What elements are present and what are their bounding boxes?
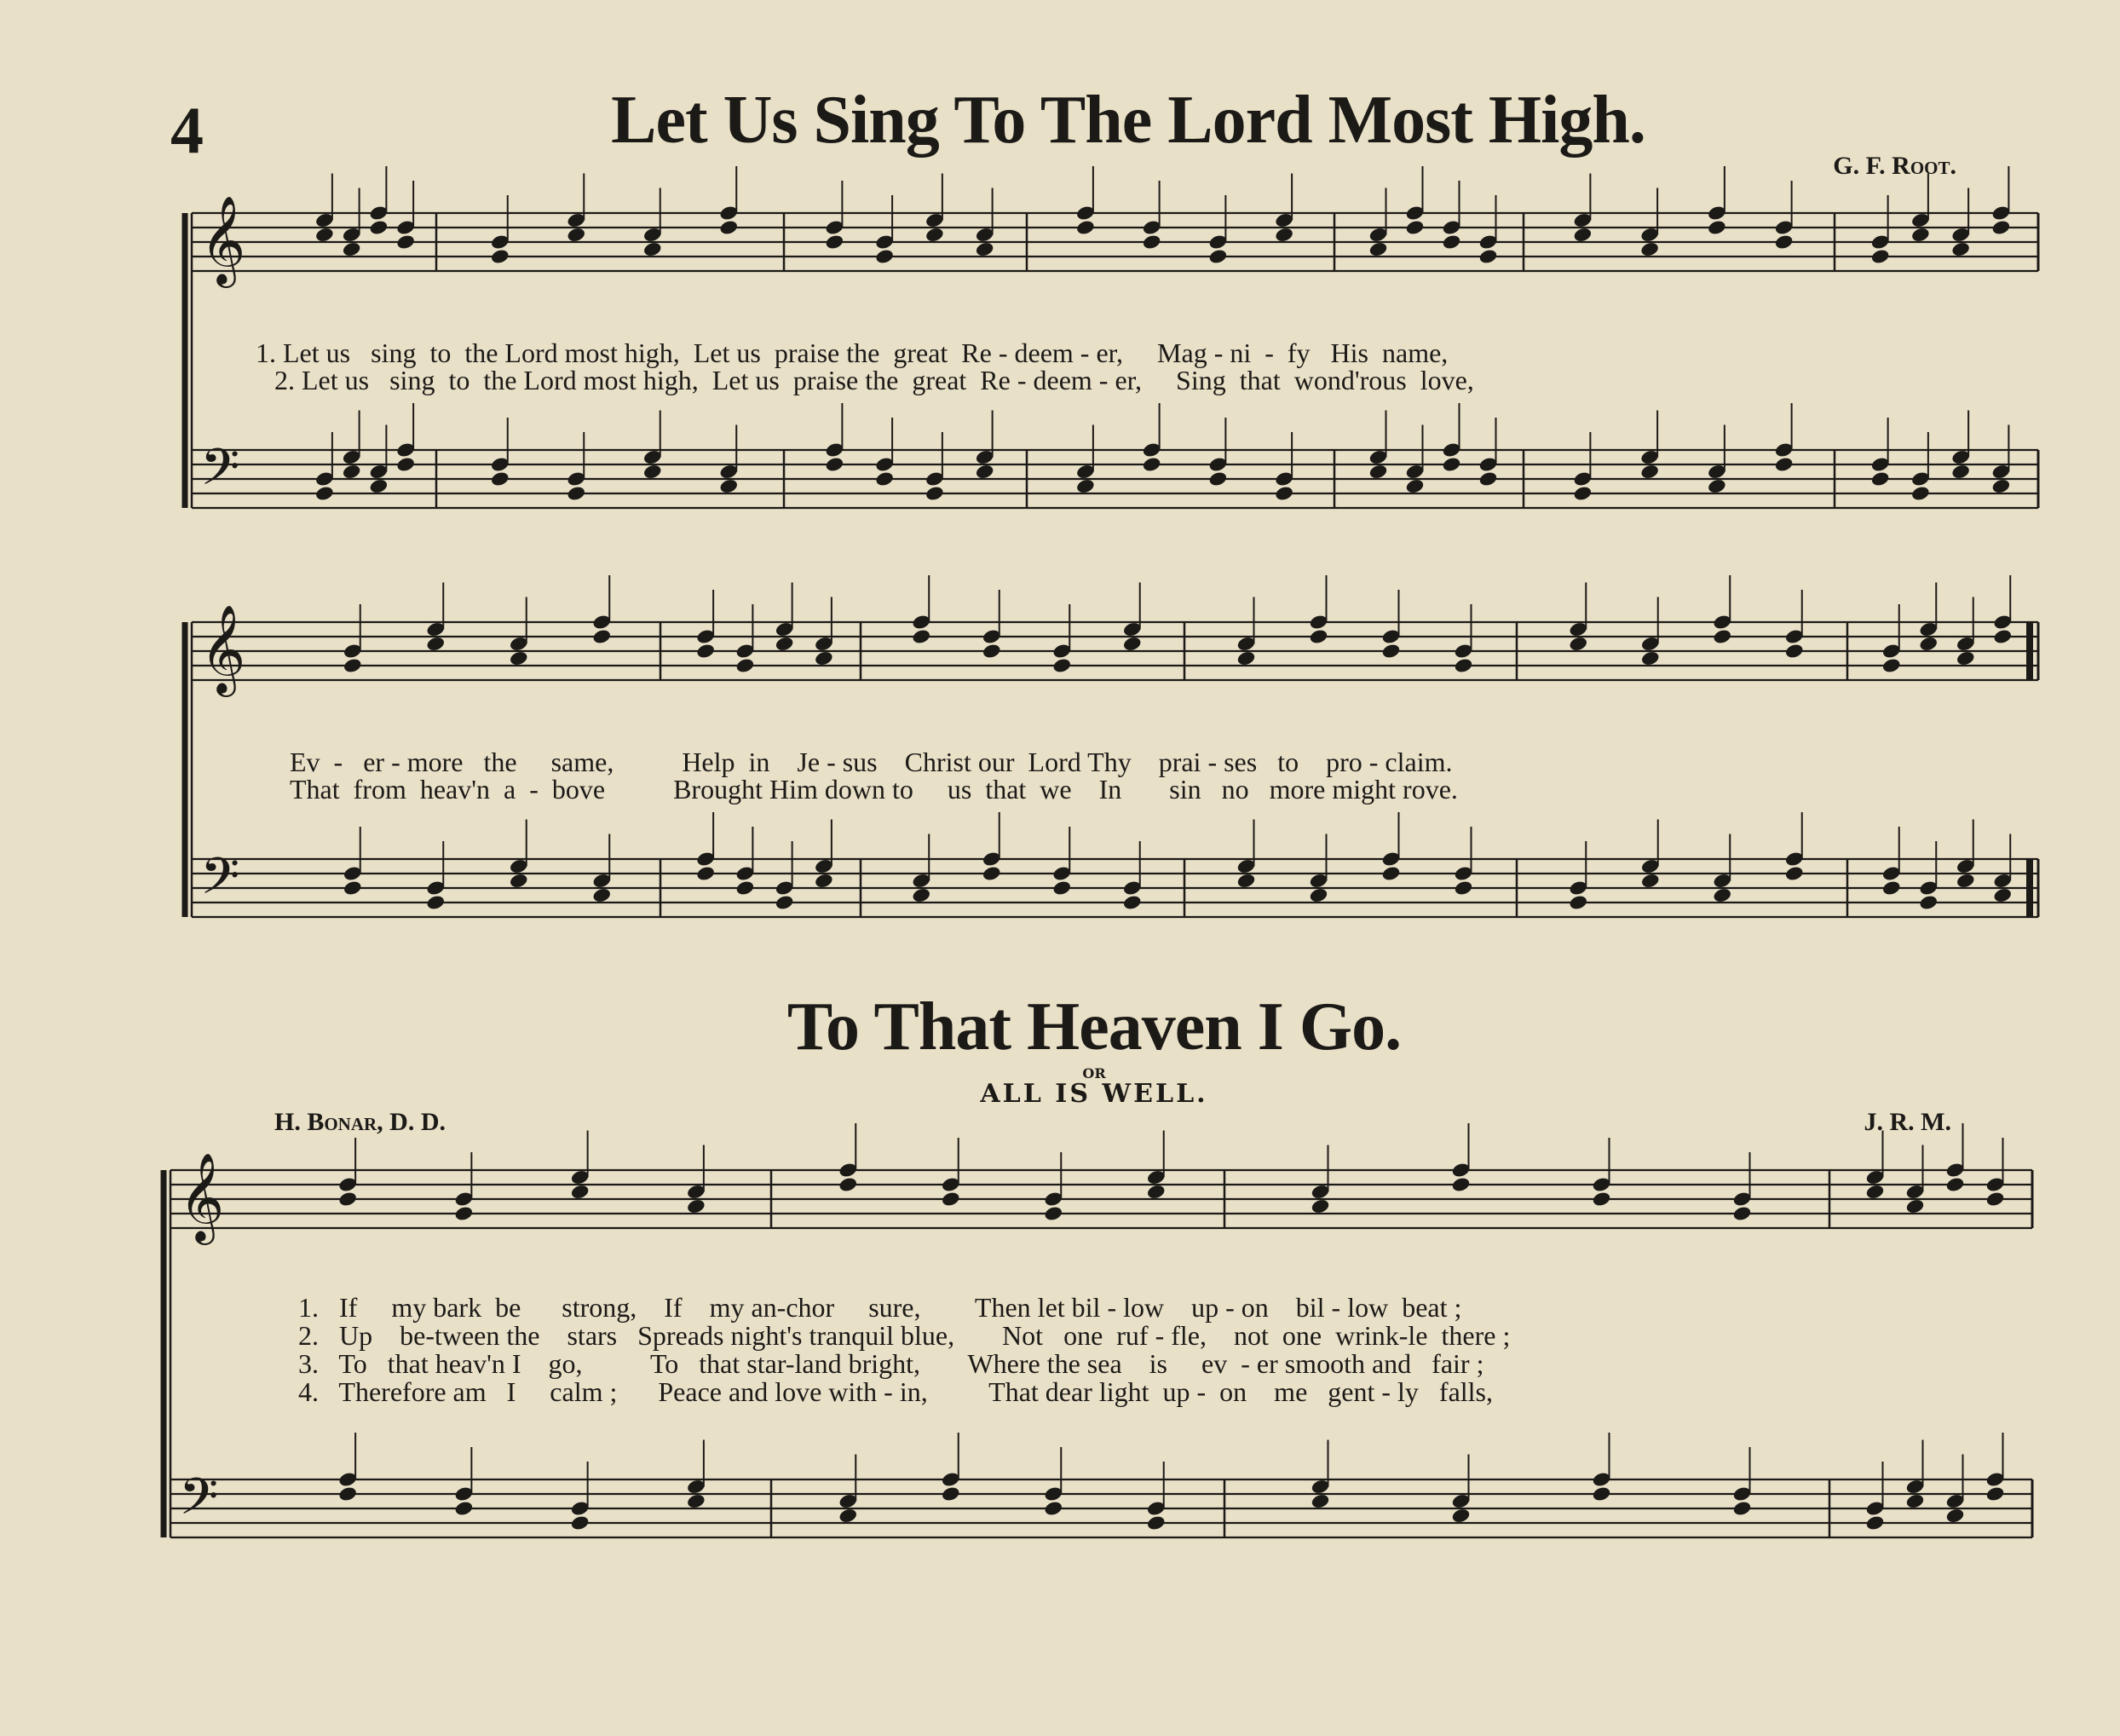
note <box>509 873 529 890</box>
note <box>395 234 416 251</box>
note <box>1870 248 1891 265</box>
note <box>1454 880 1474 897</box>
note <box>395 456 416 473</box>
note <box>1774 456 1795 473</box>
note <box>735 657 756 674</box>
note <box>1774 234 1795 251</box>
note <box>1568 636 1588 653</box>
note <box>1918 636 1939 653</box>
note <box>343 880 363 897</box>
bass-clef-icon: 𝄢 <box>200 437 240 509</box>
note <box>1881 880 1902 897</box>
note <box>1381 865 1402 882</box>
note <box>1442 456 1462 473</box>
note <box>1075 478 1096 495</box>
note <box>342 241 362 258</box>
note <box>343 657 363 674</box>
note <box>925 485 945 502</box>
note <box>686 1493 706 1510</box>
note <box>337 1485 358 1502</box>
treble-clef-icon: 𝄞 <box>200 195 246 285</box>
hymn2-verse4: 4. Therefore am I calm ; Peace and love with - in, That dear light up - on me gent - ly falls, <box>298 1376 1493 1407</box>
note <box>425 636 446 653</box>
note <box>1368 464 1389 481</box>
note <box>941 1191 961 1208</box>
hymn1-title: Let Us Sing To The Lord Most High. <box>611 83 1645 158</box>
note <box>1732 1500 1753 1517</box>
note <box>735 880 756 897</box>
note <box>1236 650 1257 667</box>
hymn2-verse2: 2. Up be-tween the stars Spreads night's tranquil blue, Not one ruf - fle, not one wrink-le there ; <box>298 1320 1511 1351</box>
note <box>825 456 845 473</box>
note <box>1122 894 1143 911</box>
note <box>1992 887 2013 904</box>
note <box>1592 1485 1612 1502</box>
note <box>1405 219 1426 236</box>
note <box>1639 241 1660 258</box>
note <box>1784 643 1805 660</box>
note <box>1208 248 1229 265</box>
note <box>1950 241 1971 258</box>
hymn1-verse2-line1: 2. Let us sing to the Lord most high, Let us praise the great Re - deem - er, Sing that wond'rous love, <box>274 365 1474 395</box>
note <box>1309 887 1329 904</box>
note <box>1405 478 1426 495</box>
note <box>1592 1191 1612 1208</box>
note <box>566 485 586 502</box>
note <box>337 1191 358 1208</box>
treble-clef-icon: 𝄞 <box>200 604 246 694</box>
note <box>838 1176 858 1193</box>
note <box>911 887 931 904</box>
note <box>695 643 716 660</box>
page-number: 4 <box>170 93 204 167</box>
note <box>838 1508 858 1525</box>
note <box>1075 219 1096 236</box>
hymn2-composer: J. R. M. <box>1864 1108 1951 1136</box>
note <box>1712 887 1732 904</box>
note <box>1236 873 1257 890</box>
note <box>1732 1205 1753 1222</box>
note <box>490 470 510 487</box>
hymn1-composer: G. F. Root. <box>1833 152 1956 180</box>
note <box>566 227 586 244</box>
note <box>874 470 895 487</box>
note <box>1910 227 1931 244</box>
note <box>570 1514 590 1531</box>
note <box>1122 636 1143 653</box>
note <box>718 219 739 236</box>
note <box>1945 1176 1966 1193</box>
hymn1-verse2-line2: That from heav'n a - bove Brought Him down to us that we In sin no more might rove. <box>290 774 1458 805</box>
note <box>1142 456 1162 473</box>
note <box>1454 657 1474 674</box>
note <box>1918 894 1939 911</box>
note <box>975 241 995 258</box>
note <box>911 628 931 645</box>
hymn1-verse1-line1: 1. Let us sing to the Lord most high, Let us praise the great Re - deem - er, Mag - ni - fy His name, <box>256 337 1449 368</box>
note <box>1146 1184 1167 1201</box>
note <box>814 873 834 890</box>
note <box>1992 628 2013 645</box>
note <box>1451 1508 1472 1525</box>
note <box>1712 628 1732 645</box>
note <box>490 248 510 265</box>
note <box>1478 248 1499 265</box>
note <box>1573 227 1593 244</box>
note <box>642 464 663 481</box>
note <box>1309 628 1329 645</box>
note <box>1274 227 1294 244</box>
note <box>1910 485 1931 502</box>
note <box>1451 1176 1472 1193</box>
note <box>1043 1205 1063 1222</box>
note <box>1865 1184 1886 1201</box>
note <box>570 1184 590 1201</box>
hymn2-verse3: 3. To that heav'n I go, To that star-land bright, Where the sea is ev - er smooth and fair ; <box>298 1348 1484 1379</box>
note <box>642 241 663 258</box>
note <box>454 1500 475 1517</box>
note <box>1956 650 1976 667</box>
hymn2-title: To That Heaven I Go. <box>786 989 1402 1064</box>
note <box>686 1198 706 1215</box>
note <box>1043 1500 1063 1517</box>
note <box>1142 234 1162 251</box>
note <box>1707 478 1727 495</box>
note <box>814 650 834 667</box>
note <box>775 894 795 911</box>
note <box>1311 1493 1331 1510</box>
note <box>1368 241 1389 258</box>
note <box>925 227 945 244</box>
hymn2-alt-title: ALL IS WELL. <box>980 1079 1208 1109</box>
hymn1-verse1-line2: Ev - er - more the same, Help in Je - sus Christ our Lord Thy prai - ses to pro - claim. <box>290 747 1453 777</box>
note <box>1784 865 1805 882</box>
note <box>369 478 389 495</box>
note <box>825 234 845 251</box>
note <box>1950 464 1971 481</box>
note <box>1639 464 1660 481</box>
treble-clef-icon: 𝄞 <box>179 1152 225 1242</box>
note <box>1905 1493 1926 1510</box>
note <box>425 894 446 911</box>
note <box>1311 1198 1331 1215</box>
note <box>1991 219 2012 236</box>
note <box>1865 1514 1886 1531</box>
note <box>695 865 716 882</box>
note <box>1568 894 1588 911</box>
note <box>1640 650 1661 667</box>
hymn2-verse1: 1. If my bark be strong, If my an-chor sure, Then let bil - low up - on bil - low beat ; <box>298 1292 1462 1323</box>
note <box>1985 1191 2006 1208</box>
note <box>314 485 335 502</box>
note <box>314 227 335 244</box>
note <box>975 464 995 481</box>
bass-clef-icon: 𝄢 <box>179 1467 219 1538</box>
note <box>1573 485 1593 502</box>
note <box>982 643 1002 660</box>
note <box>509 650 529 667</box>
hymn2-or-label: OR <box>1082 1065 1106 1081</box>
note <box>1991 478 2012 495</box>
note <box>775 636 795 653</box>
note <box>982 865 1002 882</box>
note <box>1208 470 1229 487</box>
note <box>369 219 389 236</box>
note <box>1478 470 1499 487</box>
note <box>718 478 739 495</box>
note <box>941 1485 961 1502</box>
note <box>1381 643 1402 660</box>
note <box>1274 485 1294 502</box>
hymn2-author: H. Bonar, D. D. <box>274 1108 446 1136</box>
note <box>1051 880 1072 897</box>
note <box>1905 1198 1926 1215</box>
note <box>1146 1514 1167 1531</box>
note <box>1956 873 1976 890</box>
note <box>342 464 362 481</box>
note <box>591 628 612 645</box>
note <box>1985 1485 2006 1502</box>
bass-clef-icon: 𝄢 <box>200 846 240 918</box>
note <box>1640 873 1661 890</box>
note <box>454 1205 475 1222</box>
note <box>1870 470 1891 487</box>
note <box>1051 657 1072 674</box>
note <box>1442 234 1462 251</box>
note <box>591 887 612 904</box>
note <box>874 248 895 265</box>
note <box>1945 1508 1966 1525</box>
note <box>1707 219 1727 236</box>
note <box>1881 657 1902 674</box>
